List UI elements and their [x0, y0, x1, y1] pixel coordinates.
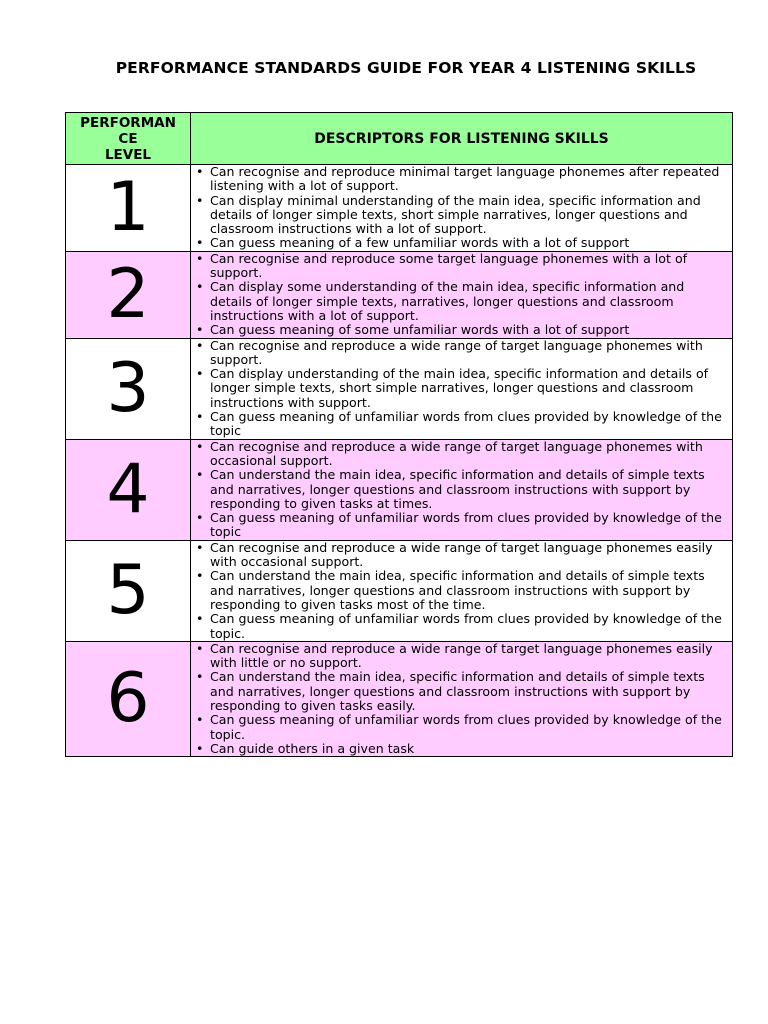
level-number: 5: [66, 540, 191, 641]
level-number: 1: [66, 165, 191, 252]
descriptor-item: • Can recognise and reproduce a wide range of target language phonemes with occasional support.: [210, 440, 726, 469]
descriptor-list: [191, 642, 732, 756]
performance-level-header: [66, 113, 191, 165]
descriptor-item: • Can recognise and reproduce a wide range of target language phonemes with support.: [210, 339, 726, 368]
descriptor-cell: [191, 641, 733, 756]
descriptor-item: • Can display some understanding of the main idea, specific information and details of longer simple texts, narratives, longer questions and classroom instructions with a lot of support.: [210, 280, 726, 323]
descriptor-item: • Can display minimal understanding of the main idea, specific information and details of longer simple texts, short simple narratives, longer questions and classroom instructions with a lot of support.: [210, 194, 726, 237]
level-number: 2: [66, 251, 191, 338]
descriptor-list: [191, 165, 732, 251]
descriptor-cell: [191, 251, 733, 338]
descriptor-item: • Can guess meaning of unfamiliar words from clues provided by knowledge of the topic.: [210, 612, 726, 641]
descriptor-cell: [191, 439, 733, 540]
descriptor-cell: [191, 540, 733, 641]
descriptors-header: DESCRIPTORS FOR LISTENING SKILLS: [191, 113, 733, 165]
level-number: 3: [66, 338, 191, 439]
descriptor-item: • Can display understanding of the main idea, specific information and details of longer simple texts, short simple narratives, longer questions and classroom instructions with support.: [210, 367, 726, 410]
level-number: 4: [66, 439, 191, 540]
descriptor-item: • Can guess meaning of unfamiliar words from clues provided by knowledge of the topic: [210, 410, 726, 439]
table-header-row: [66, 113, 733, 165]
descriptor-list: [191, 339, 732, 439]
table-row: [66, 251, 733, 338]
descriptor-item: • Can recognise and reproduce some target language phonemes with a lot of support.: [210, 252, 726, 281]
level-number: 6: [66, 641, 191, 756]
level-header-line: LEVEL: [104, 146, 152, 163]
descriptor-item: • Can understand the main idea, specific information and details of simple texts and narratives, longer questions and classroom instructions with support by responding to given tasks most of the time.: [210, 569, 726, 612]
descriptor-item: • Can understand the main idea, specific information and details of simple texts and narratives, longer questions and classroom instructions with support by responding to given tasks easily.: [210, 670, 726, 713]
table-row: [66, 641, 733, 756]
descriptor-item: • Can guess meaning of a few unfamiliar words with a lot of support: [210, 236, 726, 250]
performance-standards-table: [65, 112, 733, 757]
table-row: [66, 540, 733, 641]
descriptor-item: • Can understand the main idea, specific information and details of simple texts and narratives, longer questions and classroom instructions with support by responding to given tasks at times.: [210, 468, 726, 511]
page-title: PERFORMANCE STANDARDS GUIDE FOR YEAR 4 LISTENING SKILLS: [115, 59, 697, 77]
descriptor-item: • Can recognise and reproduce minimal target language phonemes after repeated listening with a lot of support.: [210, 165, 726, 194]
descriptor-item: • Can guess meaning of unfamiliar words from clues provided by knowledge of the topic: [210, 511, 726, 540]
descriptor-list: [191, 541, 732, 641]
descriptor-list: [191, 252, 732, 338]
descriptor-item: • Can recognise and reproduce a wide range of target language phonemes easily with little or no support.: [210, 642, 726, 671]
descriptor-item: • Can guess meaning of some unfamiliar words with a lot of support: [210, 323, 726, 337]
level-header-line: CE: [118, 130, 138, 147]
descriptor-item: • Can guess meaning of unfamiliar words from clues provided by knowledge of the topic.: [210, 713, 726, 742]
descriptor-cell: [191, 338, 733, 439]
descriptor-list: [191, 440, 732, 540]
level-header-line: PERFORMAN: [80, 114, 176, 131]
table-row: [66, 439, 733, 540]
descriptor-item: • Can recognise and reproduce a wide range of target language phonemes easily with occasional support.: [210, 541, 726, 570]
table-row: [66, 338, 733, 439]
descriptor-cell: [191, 165, 733, 252]
descriptor-item: • Can guide others in a given task: [210, 742, 726, 756]
table-row: [66, 165, 733, 252]
